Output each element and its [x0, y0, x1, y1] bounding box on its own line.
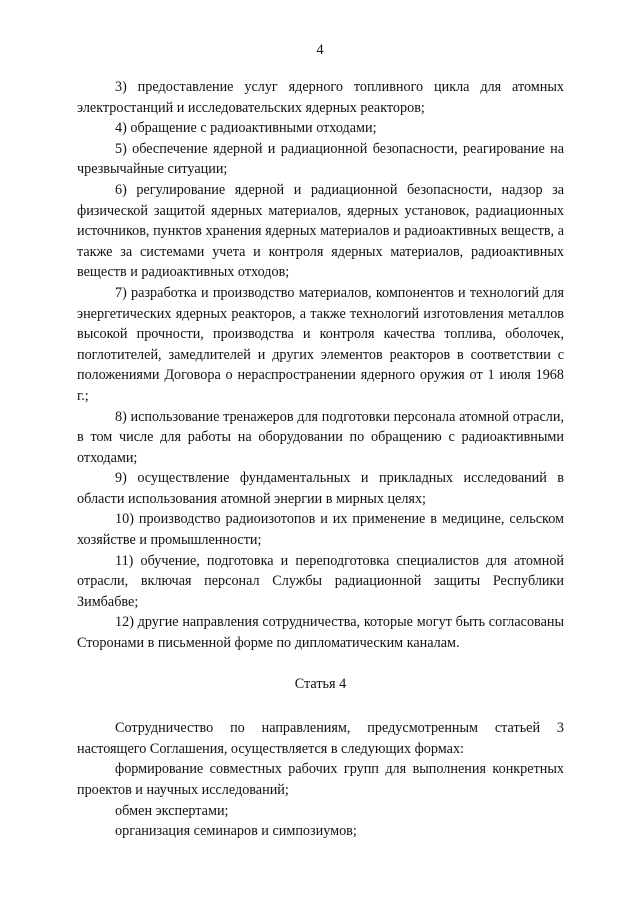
form-item: обмен экспертами; [115, 802, 229, 819]
form-item: организация семинаров и симпозиумов; [115, 823, 357, 840]
list-item-6: 6) регулирование ядерной и радиационной безопасности, надзор за физической защитой ядерных материалов, ядерных установок, радиационных источников, пунктов хранения ядерных материалов и радиоактивных веществ, а также за системами учета и контроля ядерных материалов, радиоактивных веществ и радиоактивных отходов; [77, 181, 564, 281]
list-item-5: 5) обеспечение ядерной и радиационной безопасности, реагирование на чрезвычайные ситуации; [77, 140, 564, 178]
list-item-12: 12) другие направления сотрудничества, которые могут быть согласованы Сторонами в письменной форме по дипломатическим каналам. [77, 614, 564, 652]
list-item-7: 7) разработка и производство материалов, компонентов и технологий для энергетических ядерных реакторов, а также технологий изготовления металлов высокой прочности, производства и контроля качества топлива, оболочек, поглотителей, замедлителей и других элементов реакторов в соответствии с положениями Договора о нераспространении ядерного оружия от 1 июля 1968 г.; [77, 284, 564, 404]
list-item-9: 9) осуществление фундаментальных и прикладных исследований в области использования атомной энергии в мирных целях; [77, 470, 564, 507]
document-body [77, 77, 564, 842]
list-item-4: 4) обращение с радиоактивными отходами; [115, 120, 377, 137]
article-title: Статья 4 [294, 675, 347, 692]
list-item-10: 10) производство радиоизотопов и их применение в медицине, сельском хозяйстве и промышленности; [77, 511, 564, 549]
page-number: 4 [316, 42, 324, 58]
article-intro: Сотрудничество по направлениям, предусмотренным статьей 3 настоящего Соглашения, осуществляется в следующих формах: [77, 720, 564, 757]
list-item-8: 8) использование тренажеров для подготовки персонала атомной отрасли, в том числе для работы на оборудовании по обращению с радиоактивными отходами; [77, 408, 564, 466]
list-item-11: 11) обучение, подготовка и переподготовка специалистов для атомной отрасли, включая персонал Службы радиационной защиты Республики Зимбабве; [77, 552, 564, 610]
form-item: формирование совместных рабочих групп для выполнения конкретных проектов и научных исследований; [77, 761, 564, 798]
list-item-3: 3) предоставление услуг ядерного топливного цикла для атомных электростанций и исследовательских ядерных реакторов; [77, 79, 564, 116]
